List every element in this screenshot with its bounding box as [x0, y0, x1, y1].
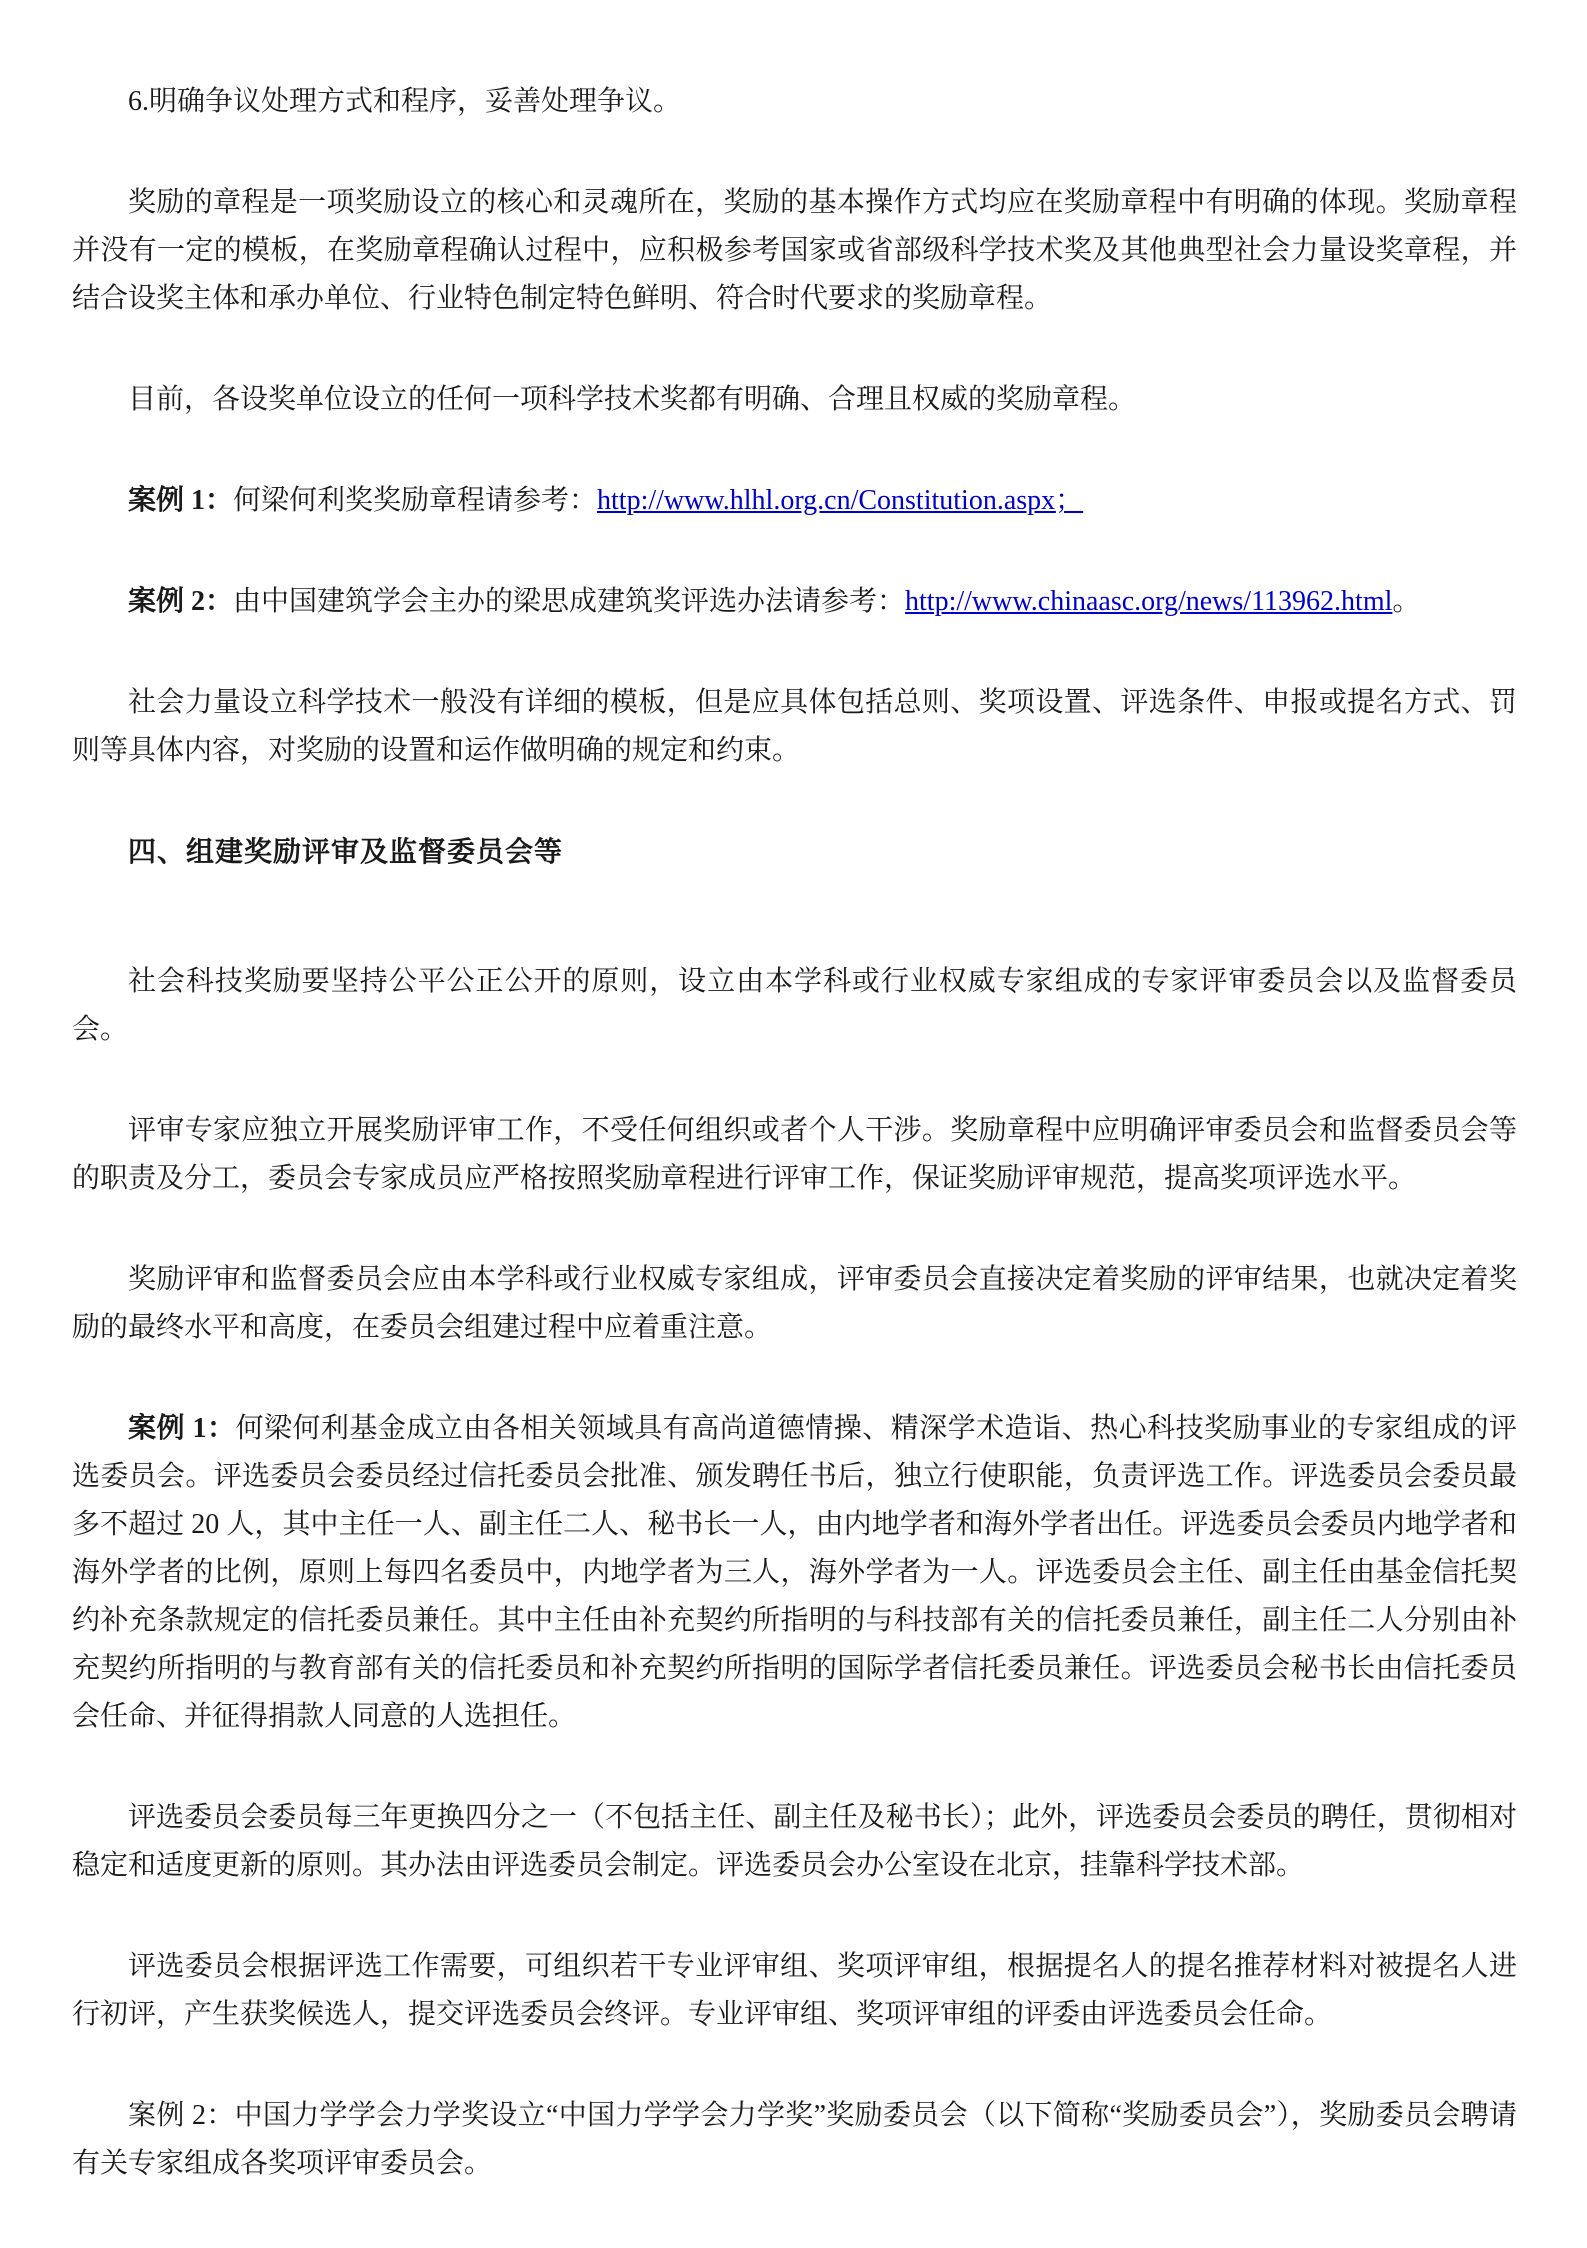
paragraph-committee-importance: [72, 1256, 1517, 1352]
paragraph-expert-independence: [72, 1107, 1517, 1203]
paragraph-current-status: [72, 376, 1517, 424]
paragraph-text: 社会力量设立科学技术一般没有详细的模板，但是应具体包括总则、奖项设置、评选条件、申报或提名方式、罚则等具体内容，对奖励的设置和运作做明确的规定和约束。: [72, 687, 1517, 766]
paragraph-template-content: [72, 679, 1517, 775]
paragraph-text: 目前，各设奖单位设立的任何一项科学技术奖都有明确、合理且权威的奖励章程。: [128, 384, 1137, 415]
section-heading-four: [72, 828, 1517, 876]
paragraph-text: 奖励的章程是一项奖励设立的核心和灵魂所在，奖励的基本操作方式均应在奖励章程中有明确的体现。奖励章程并没有一定的模板，在奖励章程确认过程中，应积极参考国家或省部级科学技术奖及其他典型社会力量设奖章程，并结合设奖主体和承办单位、行业特色制定特色鲜明、符合时代要求的奖励章程。: [72, 187, 1517, 314]
case2-lead-text: 由中国建筑学会主办的梁思成建筑奖评选办法请参考：: [233, 586, 906, 617]
paragraph-dispute-item: [72, 78, 1517, 126]
paragraph-text: 社会科技奖励要坚持公平公正公开的原则，设立由本学科或行业权威专家组成的专家评审委员会以及监督委员会。: [72, 966, 1517, 1045]
case1-committee-text: 何梁何利基金成立由各相关领域具有高尚道德情操、精深学术造诣、热心科技奖励事业的专家组成的评选委员会。评选委员会委员经过信托委员会批准、颁发聘任书后，独立行使职能，负责评选工作。评选委员会委员最多不超过 20 人，其中主任一人、副主任二人、秘书长一人，由内地学者和海外学者出任。评选委员会委员内地学者和海外学者的比例，原则上每四名委员中，内地学者为三人，海外学者为一人。评选委员会主任、副主任由基金信托契约补充条款规定的信托委员兼任。其中主任由补充契约所指明的与科技部有关的信托委员兼任，副主任二人分别由补充契约所指明的与教育部有关的信托委员和补充契约所指明的国际学者信托委员兼任。评选委员会秘书长由信托委员会任命、并征得捐款人同意的人选担任。: [72, 1413, 1517, 1732]
paragraph-text: 评选委员会委员每三年更换四分之一（不包括主任、副主任及秘书长）；此外，评选委员会委员的聘任，贯彻相对稳定和适度更新的原则。其办法由评选委员会制定。评选委员会办公室设在北京，挂靠科学技术部。: [72, 1802, 1517, 1881]
section-heading-text: 四、组建奖励评审及监督委员会等: [128, 836, 564, 867]
paragraph-text: 6.明确争议处理方式和程序，妥善处理争议。: [128, 86, 682, 117]
case1-charter-paragraph: [72, 477, 1517, 525]
hlhl-constitution-link[interactable]: http://www.hlhl.org.cn/Constitution.aspx: [597, 485, 1056, 516]
chinaasc-news-link[interactable]: http://www.chinaasc.org/news/113962.html: [905, 586, 1393, 617]
case1-tail-punctuation: ；: [1055, 485, 1084, 516]
paragraph-fairness-principle: [72, 958, 1517, 1054]
paragraph-member-rotation: [72, 1794, 1517, 1890]
paragraph-text: 评审专家应独立开展奖励评审工作，不受任何组织或者个人干涉。奖励章程中应明确评审委员会和监督委员会等的职责及分工，委员会专家成员应严格按照奖励章程进行评审工作，保证奖励评审规范，提高奖项评选水平。: [72, 1115, 1517, 1194]
paragraph-text: 案例 2：中国力学学会力学奖设立“中国力学学会力学奖”奖励委员会（以下简称“奖励委员会”），奖励委员会聘请有关专家组成各奖项评审委员会。: [72, 2100, 1517, 2179]
case2-charter-paragraph: [72, 578, 1517, 626]
paragraph-text: 奖励评审和监督委员会应由本学科或行业权威专家组成，评审委员会直接决定着奖励的评审结果，也就决定着奖励的最终水平和高度，在委员会组建过程中应着重注意。: [72, 1264, 1517, 1343]
paragraph-charter-core: [72, 179, 1517, 323]
case1-committee-label: 案例 1：: [128, 1413, 236, 1444]
case1-committee-paragraph: [72, 1405, 1517, 1741]
case2-label: 案例 2：: [128, 586, 234, 617]
case2-tail-punctuation: 。: [1392, 586, 1421, 617]
paragraph-review-groups: [72, 1943, 1517, 2039]
case2-mechanics-paragraph: [72, 2092, 1517, 2188]
case1-lead-text: 何梁何利奖奖励章程请参考：: [233, 485, 598, 516]
paragraph-text: 评选委员会根据评选工作需要，可组织若干专业评审组、奖项评审组，根据提名人的提名推荐材料对被提名人进行初评，产生获奖候选人，提交评选委员会终评。专业评审组、奖项评审组的评委由评选委员会任命。: [72, 1951, 1517, 2030]
case1-label: 案例 1：: [128, 485, 234, 516]
